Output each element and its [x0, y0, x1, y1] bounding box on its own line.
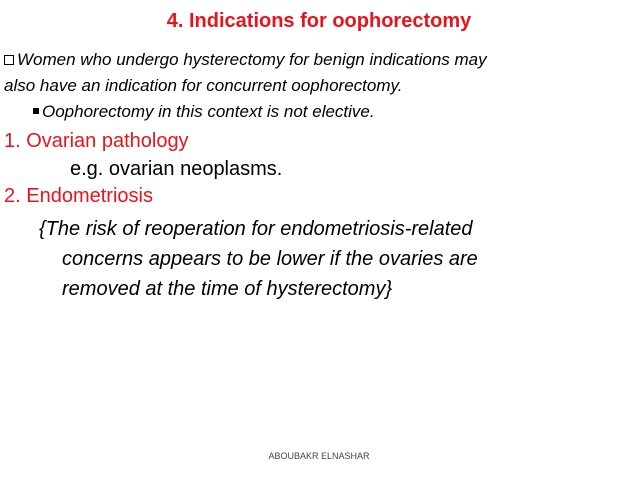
item2-note-line-3: removed at the time of hysterectomy} [62, 278, 393, 300]
intro-line-2: also have an indication for concurrent oophorectomy. [4, 76, 403, 95]
sub-bullet-line [33, 102, 375, 122]
slide-footer: ABOUBAKR ELNASHAR [268, 451, 370, 461]
item1-example: e.g. ovarian neoplasms. [70, 158, 283, 180]
intro-text-1: Women who undergo hysterectomy for benign indications may [17, 50, 487, 69]
item2-note-line-2: concerns appears to be lower if the ovaries are [62, 248, 478, 270]
sub-bullet-text: Oophorectomy in this context is not elective. [42, 102, 375, 121]
hollow-square-bullet-icon [4, 55, 14, 65]
item1-heading: 1. Ovarian pathology [4, 130, 189, 152]
slide-title: 4. Indications for oophorectomy [166, 10, 472, 32]
item2-heading: 2. Endometriosis [4, 185, 153, 207]
intro-line-1 [4, 50, 487, 70]
item2-note-line-1: {The risk of reoperation for endometriosis-related [39, 218, 473, 240]
filled-square-bullet-icon [33, 108, 39, 114]
